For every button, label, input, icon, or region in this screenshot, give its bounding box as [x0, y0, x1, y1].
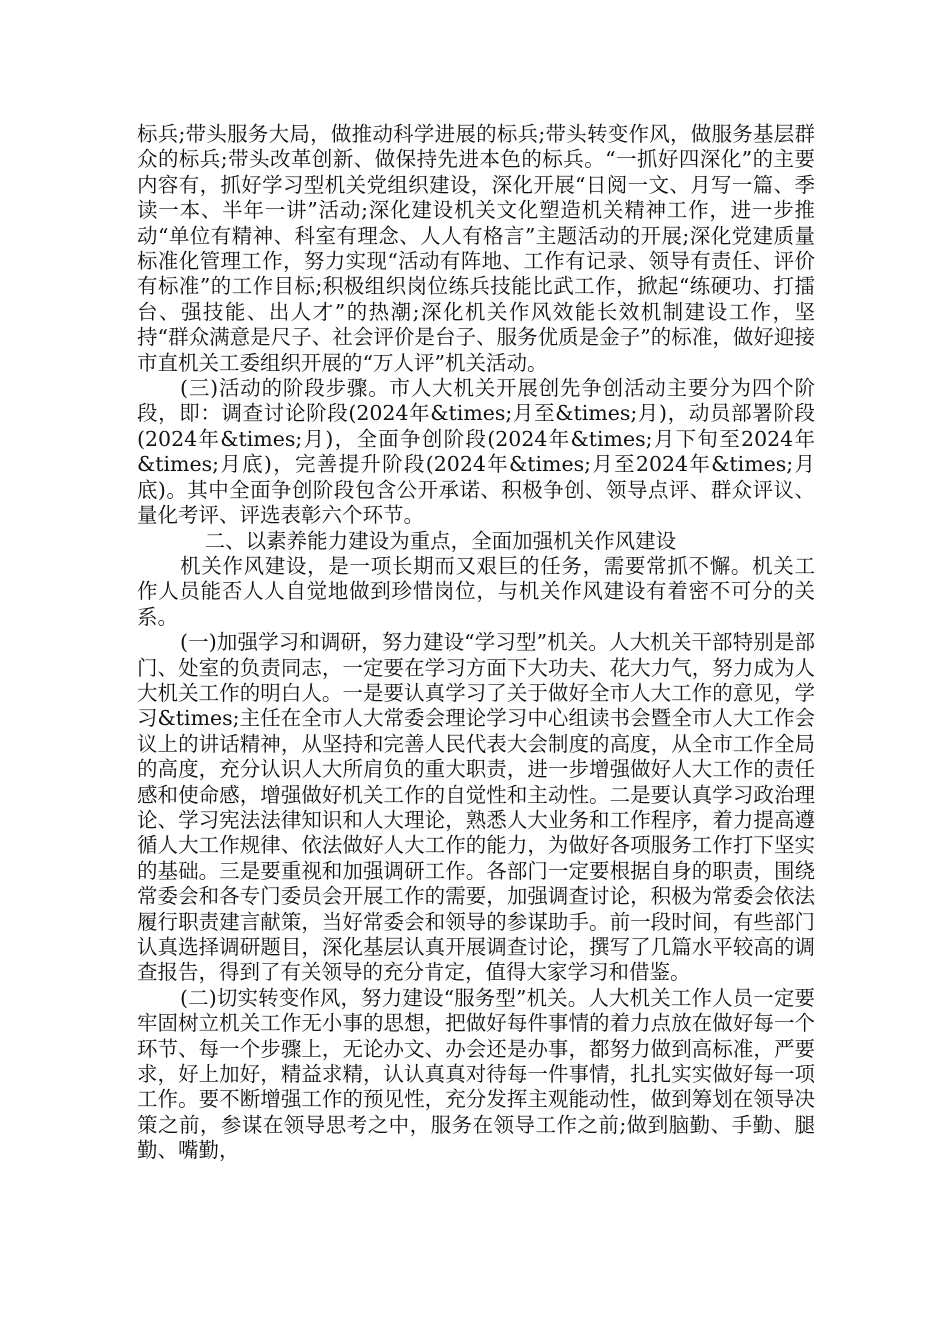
paragraph-continuation: 标兵;带头服务大局，做推动科学进展的标兵;带头转变作风，做服务基层群众的标兵;带头改革创新、做保持先进本色的标兵。“一抓好四深化”的主要内容有，抓好学习型机关党组织建设，深化开展“日阅一文、月写一篇、季读一本、半年一讲”活动;深化建设机关文化塑造机关精神工作，进一步推动“单位有精神、科室有理念、人人有格言”主题活动的开展;深化党建质量标准化管理工作，努力实现“活动有阵地、工作有记录、领导有责任、评价有标准”的工作目标;积极组织岗位练兵技能比武工作，掀起“练硬功、打擂台、强技能、出人才”的热潮;深化机关作风效能长效机制建设工作，坚持“群众满意是尺子、社会评价是台子、服务优质是金子”的标准，做好迎接市直机关工委组织开展的“万人评”机关活动。: [137, 122, 815, 375]
paragraph-service-style: (二)切实转变作风，努力建设“服务型”机关。人大机关工作人员一定要牢固树立机关工作无小事的思想，把做好每件事情的着力点放在做好每一个环节、每一个步骤上，无论办文、办会还是办事，都努力做到高标准，严要求，好上加好，精益求精，认认真真对待每一件事情，扎扎实实做好每一项工作。要不断增强工作的预见性，充分发挥主观能动性，做到筹划在领导决策之前，参谋在领导思考之中，服务在领导工作之前;做到脑勤、手勤、腿勤、嘴勤，: [137, 985, 815, 1163]
document-body: [137, 122, 815, 1164]
section-heading-two: 二、以素养能力建设为重点，全面加强机关作风建设: [204, 528, 677, 553]
paragraph-activity-stages: (三)活动的阶段步骤。市人大机关开展创先争创活动主要分为四个阶段，即：调查讨论阶段(2024年&times;月至&times;月)，动员部署阶段(2024年&times;月)，全面争创阶段(2024年&times;月下旬至2024年&times;月底)，完善提升阶段(2024年&times;月至2024年&times;月底)。其中全面争创阶段包含公开承诺、积极争创、领导点评、群众评议、量化考评、评选表彰六个环节。: [137, 376, 815, 528]
paragraph-learning-research: (一)加强学习和调研，努力建设“学习型”机关。人大机关干部特别是部门、处室的负责同志，一定要在学习方面下大功夫、花大力气，努力成为人大机关工作的明白人。一是要认真学习了关于做好全市人大工作的意见，学习&times;主任在全市人大常委会理论学习中心组读书会暨全市人大工作会议上的讲话精神，从坚持和完善人民代表大会制度的高度，从全市工作全局的高度，充分认识人大所肩负的重大职责，进一步增强做好人大工作的责任感和使命感，增强做好机关工作的自觉性和主动性。二是要认真学习政治理论、学习宪法法律知识和人大理论，熟悉人大业务和工作程序，着力提高遵循人大工作规律、依法做好人大工作的能力，为做好各项服务工作打下坚实的基础。三是要重视和加强调研工作。各部门一定要根据自身的职责，围绕常委会和各专门委员会开展工作的需要，加强调查讨论，积极为常委会依法履行职责建言献策，当好常委会和领导的参谋助手。前一段时间，有些部门认真选择调研题目，深化基层认真开展调查讨论，撰写了几篇水平较高的调查报告，得到了有关领导的充分肯定，值得大家学习和借鉴。: [137, 630, 815, 985]
paragraph-work-style-intro: 机关作风建设，是一项长期而又艰巨的任务，需要常抓不懈。机关工作人员能否人人自觉地做到珍惜岗位，与机关作风建设有着密不可分的关系。: [137, 553, 815, 629]
